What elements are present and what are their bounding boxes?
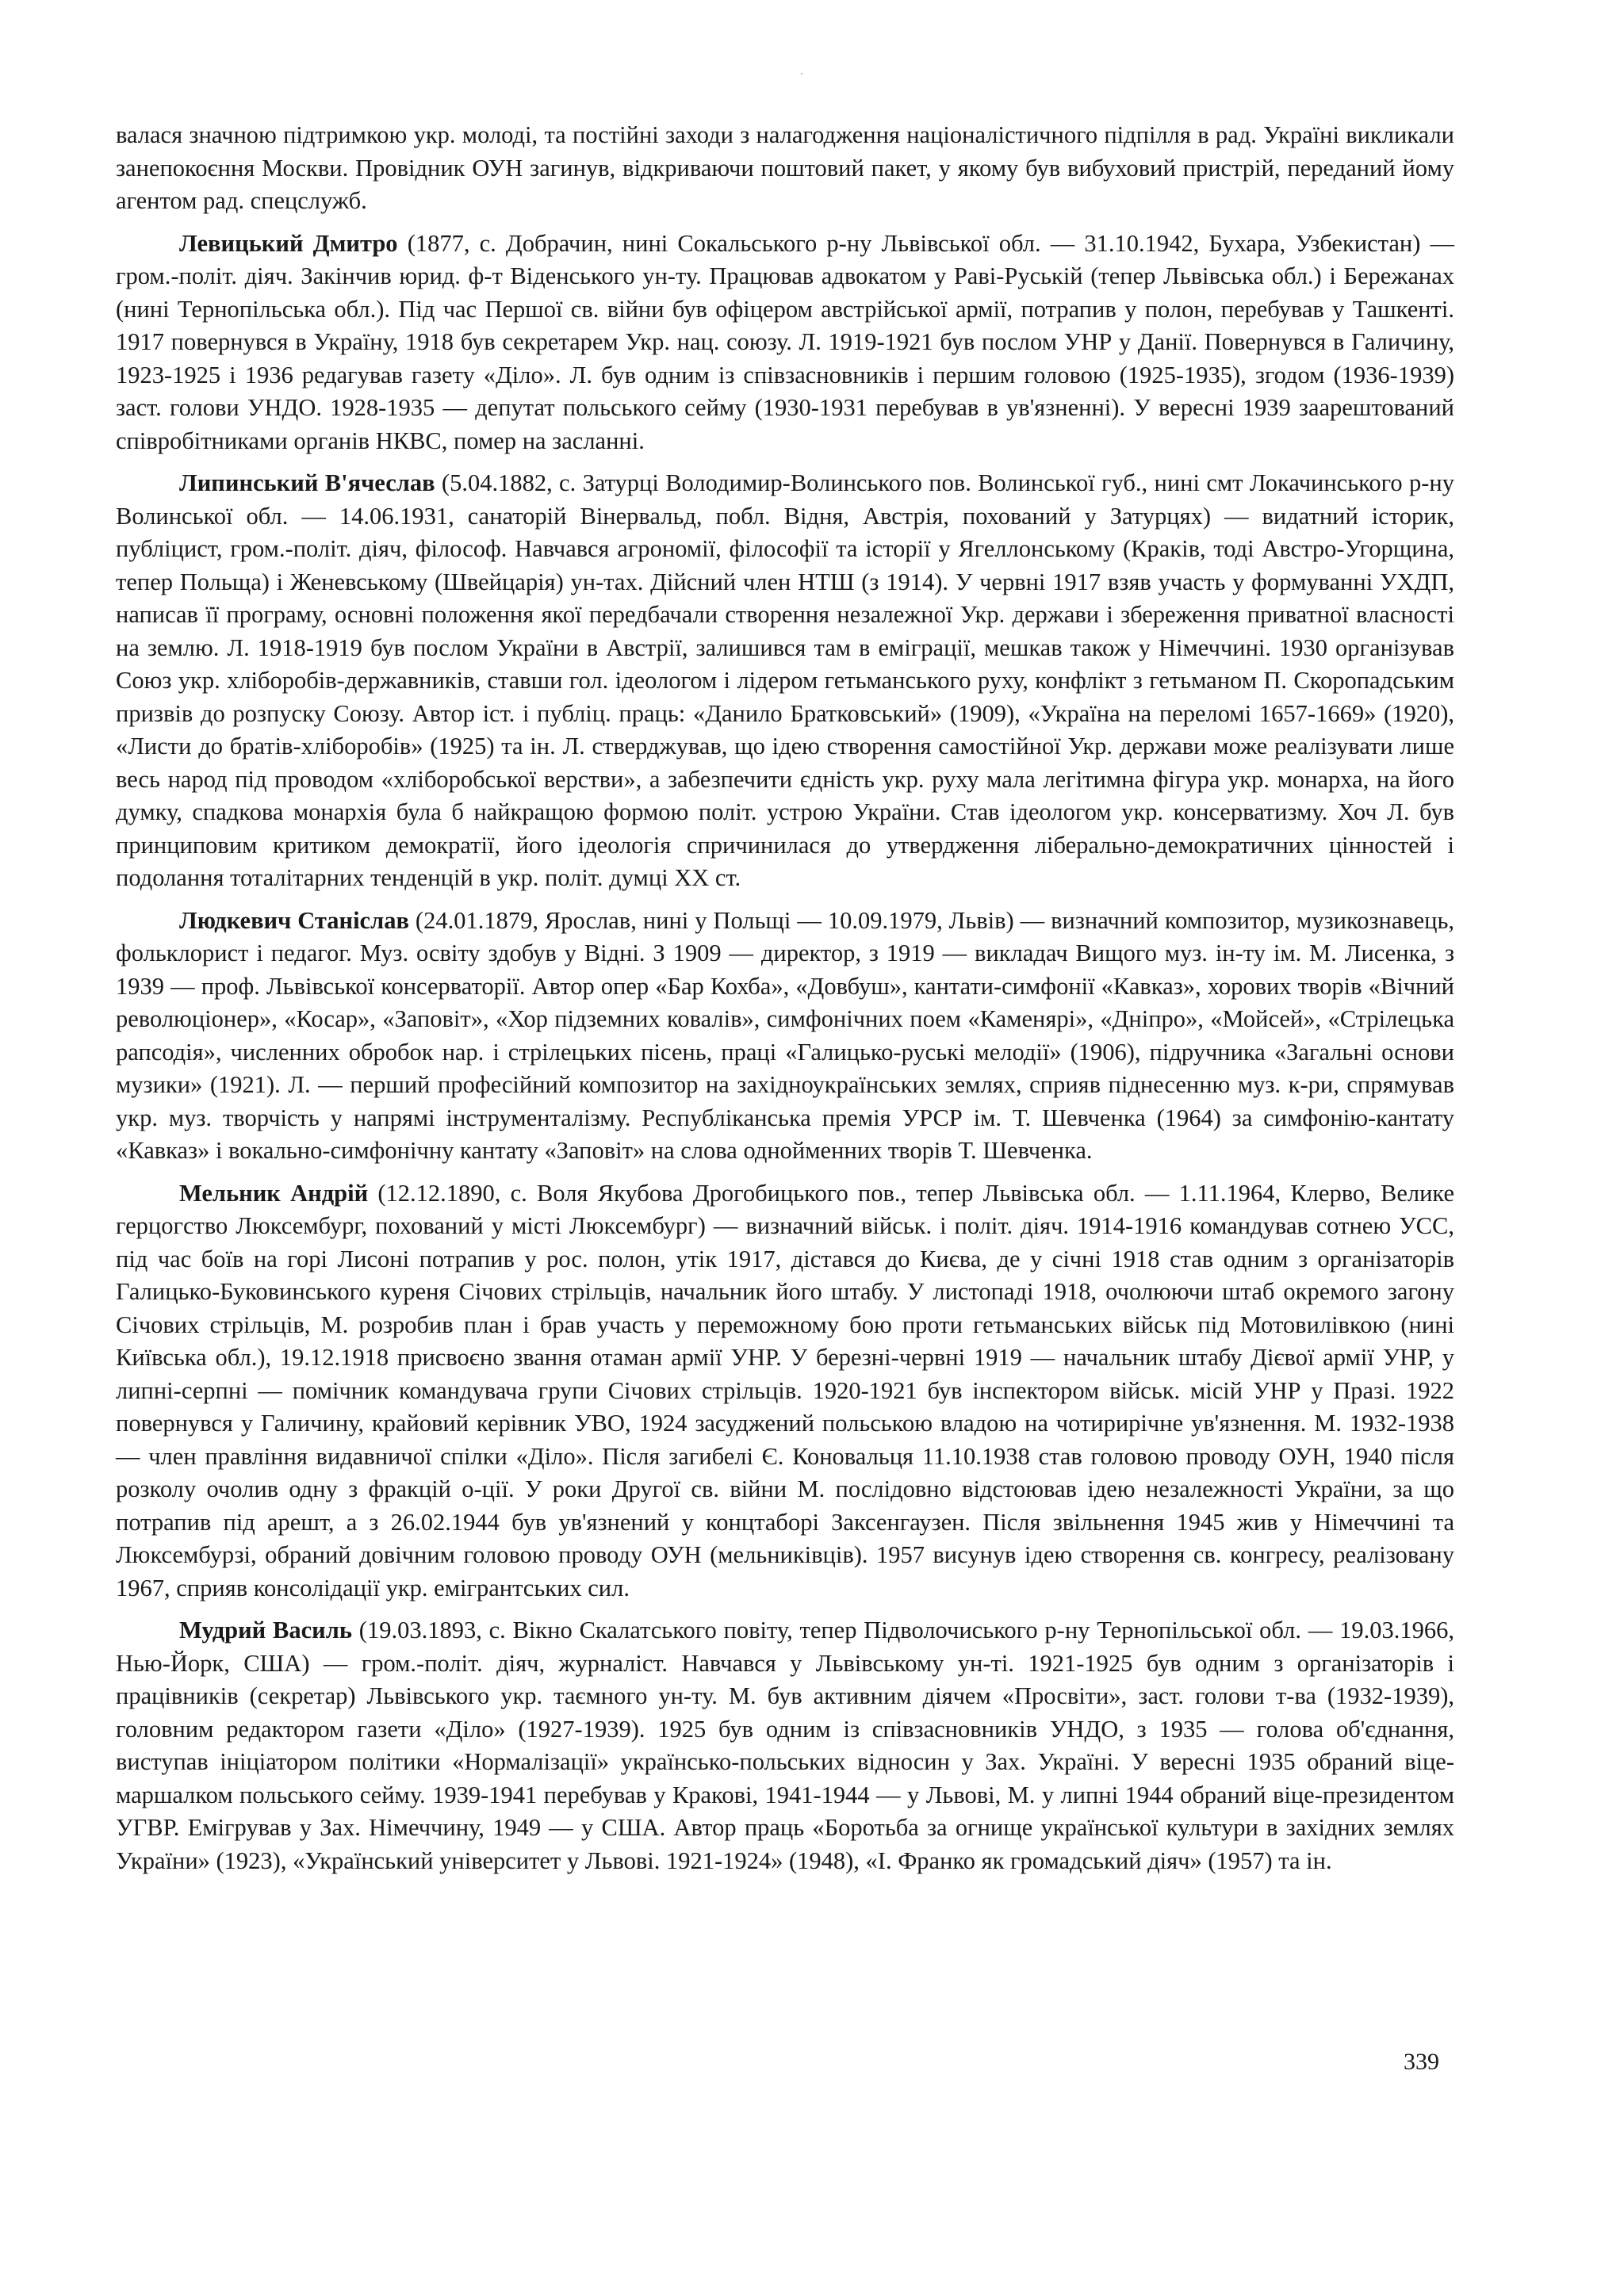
entry-continuation (116, 119, 1454, 218)
entry-text: валася значною підтримкою укр. молоді, та постійні заходи з налагодження націоналістичного підпілля в рад. Україні викликали занепокоєння Москви. Провідник ОУН загинув, відкриваючи поштовий пакет, у якому був вибуховий пристрій, переданий йому агентом рад. спецслужб. (116, 121, 1454, 214)
entry-text: (24.01.1879, Ярослав, нині у Польщі — 10.09.1979, Львів) — визначний композитор, музикознавець, фольклорист і педагог. Муз. освіту здобув у Відні. З 1909 — директор, з 1919 — викладач Вищого муз. ін-ту ім. М. Лисенка, з 1939 — проф. Львівської консерваторії. Автор опер «Бар Кохба», «Довбуш», кантати-симфонії «Кавказ», хорових творів «Вічний революціонер», «Косар», «Заповіт», «Хор підземних ковалів», симфонічних поем «Каменярі», «Дніпро», «Мойсей», «Стрілецька рапсодія», численних обробок нар. і стрілецьких пісень, праці «Галицько-руські мелодії» (1906), підручника «Загальні основи музики» (1921). Л. — перший професійний композитор на західноукраїнських землях, сприяв піднесенню муз. к-ри, спрямував укр. муз. творчість у напрямі інструменталізму. Республіканська премія УРСР ім. Т. Шевченка (1964) за симфонію-кантату «Кавказ» і вокально-симфонічну кантату «Заповіт» на слова однойменних творів Т. Шевченка. (116, 906, 1454, 1164)
entry-text: (5.04.1882, с. Затурці Володимир-Волинського пов. Волинської губ., нині смт Локачинського р-ну Волинської обл. — 14.06.1931, санаторій Вінервальд, побл. Відня, Австрія, похований у Затурцях) — видатний історик, публіцист, гром.-політ. діяч, філософ. Навчався агрономії, філософії та історії у Ягеллонському (Краків, тоді Австро-Угорщина, тепер Польща) і Женевському (Швейцарія) ун-тах. Дійсний член НТШ (з 1914). У червні 1917 взяв участь у формуванні УХДП, написав її програму, основні положення якої передбачали створення незалежної Укр. держави і збереження приватної власності на землю. Л. 1918-1919 був послом України в Австрії, залишився там в еміграції, мешкав також у Німеччині. 1930 організував Союз укр. хліборобів-державників, ставши гол. ідеологом і лідером гетьманського руху, конфлікт з гетьманом П. Скоропадським призвів до розпуску Союзу. Автор іст. і публіц. праць: «Данило Братковський» (1909), «Україна на переломі 1657-1669» (1920), «Листи до братів-хліборобів» (1925) та ін. Л. стверджував, що ідею створення самостійної Укр. держави може реалізувати лише весь народ під проводом «хліборобської верстви», а забезпечити єдність укр. руху мала легітимна фігура укр. монарха, на його думку, спадкова монархія була б найкращою формою політ. устрою України. Став ідеологом укр. консерватизму. Хоч Л. був принциповим критиком демократії, його ідеологія спричинилася до утвердження ліберально-демократичних цінностей і подолання тоталітарних тенденцій в укр. політ. думці XX ст. (116, 469, 1454, 891)
entry-text: (19.03.1893, с. Вікно Скалатського повіту, тепер Підволочиського р-ну Тернопільської обл. — 19.03.1966, Нью-Йорк, США) — гром.-політ. діяч, журналіст. Навчався у Львівському ун-ті. 1921-1925 був одним з організаторів і працівників (секретар) Львівського укр. таємного ун-ту. М. був активним діячем «Просвіти», заст. голови т-ва (1932-1939), головним редактором газети «Діло» (1927-1939). 1925 був одним із співзасновників УНДО, з 1935 — голова об'єднання, виступав ініціатором політики «Нормалізації» українсько-польських відносин у Зах. Україні. У вересні 1935 обраний віце-маршалком польського сейму. 1939-1941 перебував у Кракові, 1941-1944 — у Львові, М. у липні 1944 обраний віце-президентом УГВР. Емігрував у Зах. Німеччину, 1949 — у США. Автор праць «Боротьба за огнище української культури в західних землях України» (1923), «Український університет у Львові. 1921-1924» (1948), «І. Франко як громадський діяч» (1957) та ін. (116, 1617, 1454, 1874)
entry-name: Людкевич Станіслав (179, 906, 409, 934)
entry-melnyk (116, 1177, 1454, 1605)
entry-mudryi (116, 1614, 1454, 1877)
entry-text: (12.12.1890, с. Воля Якубова Дрогобицького пов., тепер Львівська обл. — 1.11.1964, Клерво, Велике герцогство Люксембург, похований у місті Люксембург) — визначний військ. і політ. діяч. 1914-1916 командував сотнею УСС, під час боїв на горі Лисоні потрапив у рос. полон, утік 1917, дістався до Києва, де у січні 1918 став одним з організаторів Галицько-Буковинського куреня Січових стрільців, начальник його штабу. У листопаді 1918, очолюючи штаб окремого загону Січових стрільців, М. розробив план і брав участь у переможному бою проти гетьманських військ під Мотовилівкою (нині Київська обл.), 19.12.1918 присвоєно звання отаман армії УНР. У березні-червні 1919 — начальник штабу Дієвої армії УНР, у липні-серпні — помічник командувача групи Січових стрільців. 1920-1921 був інспектором військ. місій УНР у Празі. 1922 повернувся у Галичину, крайовий керівник УВО, 1924 засуджений польською владою на чотирирічне ув'язнення. М. 1932-1938 — член правління видавничої спілки «Діло». Після загибелі Є. Коновальця 11.10.1938 став головою проводу ОУН, 1940 після розколу очолив одну з фракцій о-ції. У роки Другої св. війни М. послідовно відстоював ідею незалежності України, за що потрапив під арешт, а з 26.02.1944 був ув'язнений у концтаборі Заксенгаузен. Після звільнення 1945 жив у Німеччині та Люксембурзі, обраний довічним головою проводу ОУН (мельниківців). 1957 висунув ідею створення св. конгресу, реалізовану 1967, сприяв консолідації укр. емігрантських сил. (116, 1179, 1455, 1601)
entry-name: Левицький Дмитро (179, 229, 398, 257)
entry-name: Мельник Андрій (179, 1179, 369, 1207)
entry-lypynskyi (116, 467, 1454, 895)
entry-levytskyi (116, 228, 1454, 458)
scan-dot (801, 73, 802, 75)
entry-liudkevych (116, 905, 1454, 1168)
entry-text: (1877, с. Добрачин, нині Сокальського р-ну Львівської обл. — 31.10.1942, Бухара, Узбекистан) — гром.-політ. діяч. Закінчив юрид. ф-т Віденського ун-ту. Працював адвокатом у Раві-Руській (тепер Львівська обл.) і Бережанах (нині Тернопільська обл.). Під час Першої св. війни був офіцером австрійської армії, потрапив у полон, перебував у Ташкенті. 1917 повернувся в Україну, 1918 був секретарем Укр. нац. союзу. Л. 1919-1921 був послом УНР у Данії. Повернувся в Галичину, 1923-1925 і 1936 редагував газету «Діло». Л. був одним із співзасновників і першим головою (1925-1935), згодом (1936-1939) заст. голови УНДО. 1928-1935 — депутат польського сейму (1930-1931 перебував в ув'язненні). У вересні 1939 заарештований співробітниками органів НКВС, помер на засланні. (116, 229, 1454, 454)
page-number: 339 (1404, 2049, 1439, 2075)
entry-name: Липинський В'ячеслав (179, 469, 435, 496)
entry-name: Мудрий Василь (179, 1617, 352, 1644)
page-body (116, 119, 1454, 2260)
